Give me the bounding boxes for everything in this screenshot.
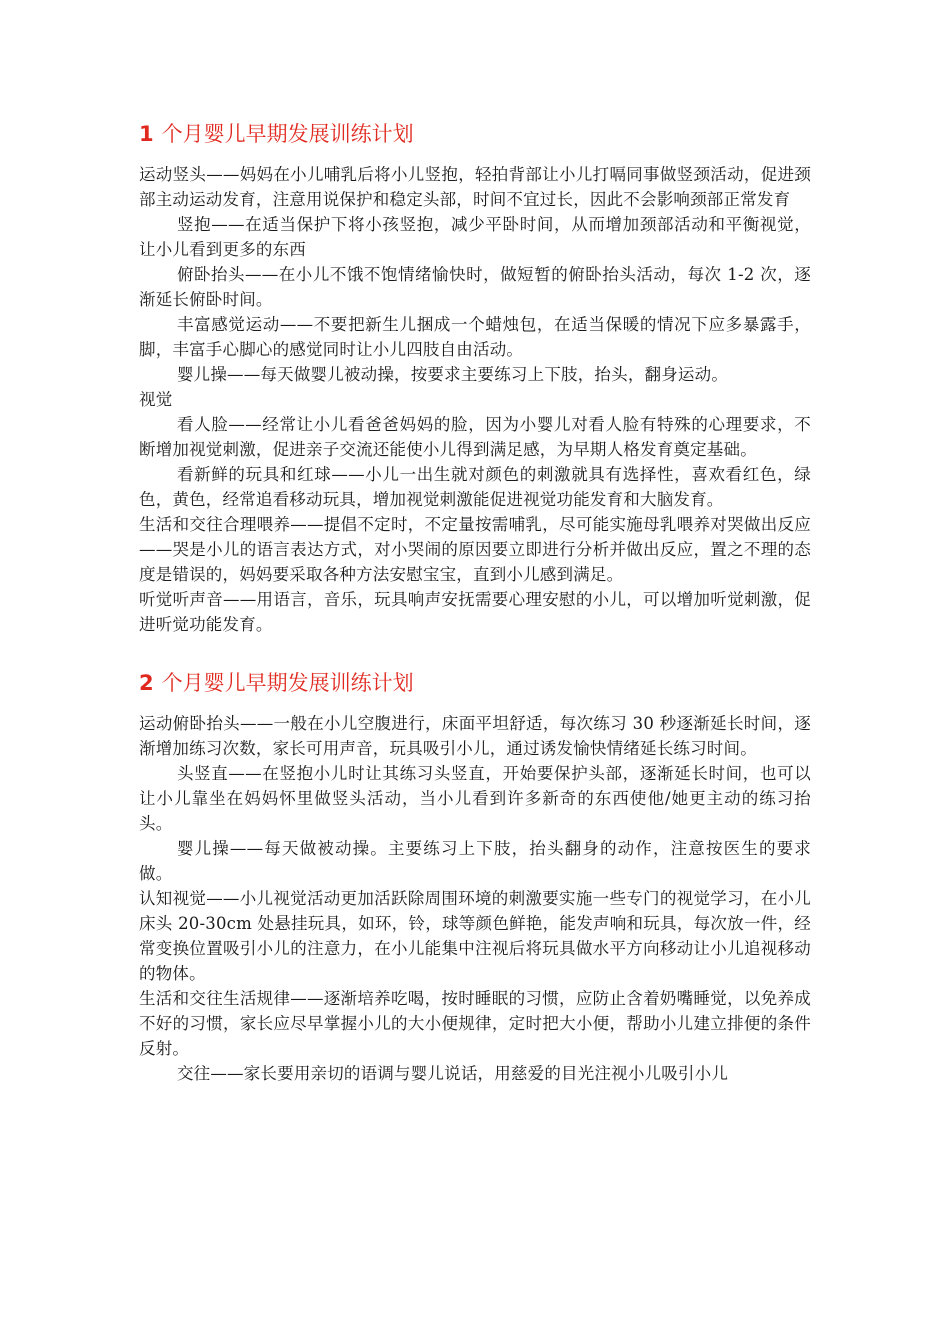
section-title-text: 个月婴儿早期发展训练计划 xyxy=(161,122,414,146)
section-month-2 xyxy=(139,667,811,1086)
section-heading xyxy=(139,118,811,150)
paragraph: 婴儿操——每天做婴儿被动操，按要求主要练习上下肢，抬头，翻身运动。 xyxy=(176,365,729,384)
paragraph: 生活和交往生活规律——逐渐培养吃喝，按时睡眠的习惯，应防止含着奶嘴睡觉，以免养成不好的习惯，家长应尽早掌握小儿的大小便规律，定时把大小便，帮助小儿建立排便的条件反射。 xyxy=(139,989,811,1058)
paragraph: 婴儿操——每天做被动操。主要练习上下肢，抬头翻身的动作，注意按医生的要求做。 xyxy=(139,839,811,883)
paragraph: 运动俯卧抬头——一般在小儿空腹进行，床面平坦舒适，每次练习 30 秒逐渐延长时间，逐渐增加练习次数，家长可用声音，玩具吸引小儿，通过诱发愉快情绪延长练习时间。 xyxy=(139,714,811,758)
section-number: 2 xyxy=(139,671,154,695)
paragraph: 看新鲜的玩具和红球——小儿一出生就对颜色的刺激就具有选择性，喜欢看红色，绿色，黄色，经常追看移动玩具，增加视觉刺激能促进视觉功能发育和大脑发育。 xyxy=(139,465,811,509)
paragraph: 看人脸——经常让小儿看爸爸妈妈的脸，因为小婴儿对看人脸有特殊的心理要求，不断增加视觉刺激，促进亲子交流还能使小儿得到满足感，为早期人格发育奠定基础。 xyxy=(139,415,811,459)
paragraph: 俯卧抬头——在小儿不饿不饱情绪愉快时，做短暂的俯卧抬头活动，每次 1-2 次，逐渐延长俯卧时间。 xyxy=(139,265,811,309)
paragraph: 生活和交往合理喂养——提倡不定时，不定量按需哺乳，尽可能实施母乳喂养对哭做出反应——哭是小儿的语言表达方式，对小哭闹的原因要立即进行分析并做出反应，置之不理的态度是错误的，妈妈要采取各种方法安慰宝宝，直到小儿感到满足。 xyxy=(139,515,811,584)
section-number: 1 xyxy=(139,122,154,146)
section-month-1 xyxy=(139,118,811,637)
section-title-text: 个月婴儿早期发展训练计划 xyxy=(161,671,414,695)
section-heading xyxy=(139,667,811,699)
paragraph: 运动竖头——妈妈在小儿哺乳后将小儿竖抱，轻拍背部让小儿打嗝同事做竖颈活动，促进颈部主动运动发育，注意用说保护和稳定头部，时间不宜过长，因此不会影响颈部正常发育 xyxy=(139,165,811,209)
paragraph: 头竖直——在竖抱小儿时让其练习头竖直，开始要保护头部，逐渐延长时间，也可以让小儿靠坐在妈妈怀里做竖头活动，当小儿看到许多新奇的东西使他/她更主动的练习抬头。 xyxy=(139,764,811,833)
paragraph: 认知视觉——小儿视觉活动更加活跃除周围环境的刺激要实施一些专门的视觉学习，在小儿床头 20-30cm 处悬挂玩具，如环，铃，球等颜色鲜艳，能发声响和玩具，每次放一件，经常变换位置吸引小儿的注意力，在小儿能集中注视后将玩具做水平方向移动让小儿追视移动的物体。 xyxy=(139,889,811,983)
paragraph: 交往——家长要用亲切的语调与婴儿说话，用慈爱的目光注视小儿吸引小儿 xyxy=(176,1064,729,1083)
paragraph: 丰富感觉运动——不要把新生儿捆成一个蜡烛包，在适当保暖的情况下应多暴露手，脚，丰富手心脚心的感觉同时让小儿四肢自由活动。 xyxy=(139,315,811,359)
paragraph: 视觉 xyxy=(139,390,173,409)
paragraph: 竖抱——在适当保护下将小孩竖抱，减少平卧时间，从而增加颈部活动和平衡视觉，让小儿看到更多的东西 xyxy=(139,215,811,259)
paragraph: 听觉听声音——用语言，音乐，玩具响声安抚需要心理安慰的小儿，可以增加听觉刺激，促进听觉功能发育。 xyxy=(139,590,811,634)
document-page xyxy=(139,118,811,1086)
